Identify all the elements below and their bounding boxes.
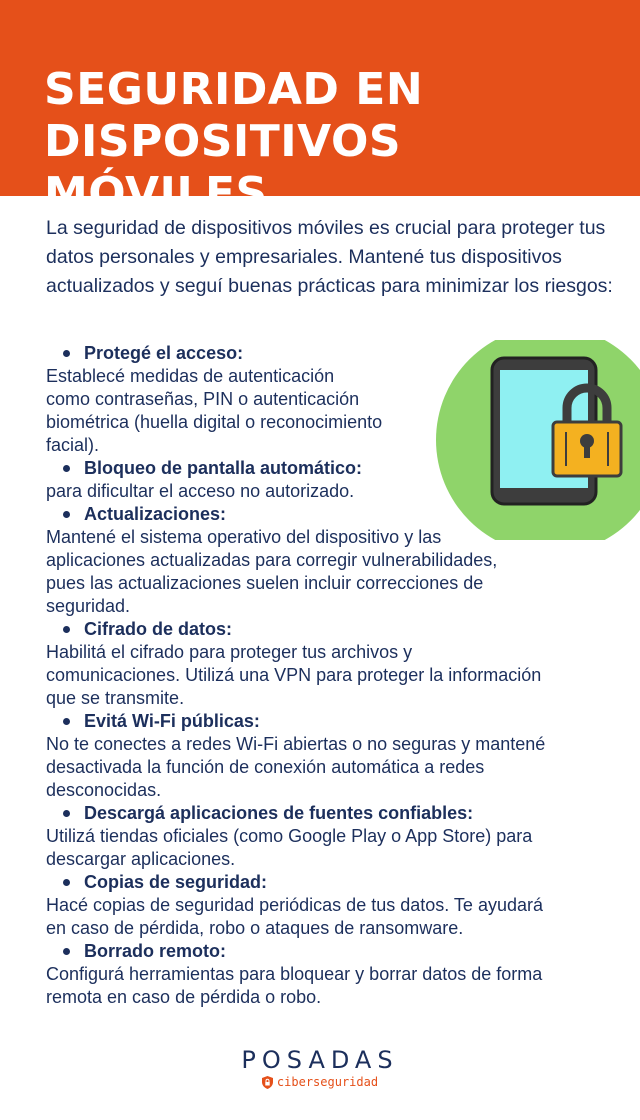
tip-title: Evitá Wi-Fi públicas: [46, 710, 616, 733]
tip-title: Actualizaciones: [46, 503, 616, 526]
tip-body-line: remota en caso de pérdida o robo. [46, 987, 322, 1007]
tip-body-line: Mantené el sistema operativo del dispositivo y las [46, 527, 442, 547]
tip-body-line: comunicaciones. Utilizá una VPN para proteger la información [46, 665, 542, 685]
tip-body [46, 825, 616, 871]
shield-lock-icon [262, 1076, 273, 1089]
tip-body-line: Configurá herramientas para bloquear y borrar datos de forma [46, 964, 543, 984]
brand-name: POSADAS [241, 1046, 399, 1074]
tip-body-line: Establecé medidas de autenticación [46, 366, 335, 386]
tip-body [46, 480, 616, 503]
brand-logo [0, 1046, 640, 1094]
tip-body-line: que se transmite. [46, 688, 185, 708]
tip-body [46, 526, 616, 618]
tip-body-line: aplicaciones actualizadas para corregir vulnerabilidades, [46, 550, 498, 570]
tip-title: Cifrado de datos: [46, 618, 616, 641]
tip-body-line: para dificultar el acceso no autorizado. [46, 481, 355, 501]
tip-title: Borrado remoto: [46, 940, 616, 963]
tip-body-line: desconocidas. [46, 780, 162, 800]
tip-body [46, 894, 616, 940]
tip-body-line: pues las actualizaciones suelen incluir correcciones de [46, 573, 484, 593]
tip-body-line: desactivada la función de conexión automática a redes [46, 757, 485, 777]
brand-subtitle [262, 1074, 378, 1090]
tip-title: Protegé el acceso: [46, 342, 616, 365]
intro-paragraph: La seguridad de dispositivos móviles es crucial para proteger tus datos personales y empresariales. Mantené tus dispositivos actualizados y seguí buenas prácticas para minimizar los riesgos: [46, 217, 613, 297]
tip-body [46, 641, 616, 710]
tip-body-line: en caso de pérdida, robo o ataques de ransomware. [46, 918, 464, 938]
tip-body-line: facial). [46, 435, 100, 455]
tip-title: Descargá aplicaciones de fuentes confiables: [46, 802, 616, 825]
tips-list [46, 342, 616, 1009]
tip-body-line: seguridad. [46, 596, 131, 616]
tip-title: Bloqueo de pantalla automático: [46, 457, 616, 480]
tip-body [46, 365, 616, 457]
page-title: SEGURIDAD EN DISPOSITIVOS MÓVILES [44, 64, 424, 219]
header-banner [0, 0, 640, 219]
brand-sub-text: ciberseguridad [276, 1075, 379, 1089]
tip-body-line: Hacé copias de seguridad periódicas de tus datos. Te ayudará [46, 895, 543, 915]
tip-body-line: descargar aplicaciones. [46, 849, 236, 869]
tip-body [46, 963, 616, 1009]
tip-title: Copias de seguridad: [46, 871, 616, 894]
tip-body [46, 733, 616, 802]
tip-body-line: como contraseñas, PIN o autenticación [46, 389, 360, 409]
tip-body-line: biométrica (huella digital o reconocimiento [46, 412, 383, 432]
tip-body-line: Habilitá el cifrado para proteger tus archivos y [46, 642, 413, 662]
tip-body-line: No te conectes a redes Wi-Fi abiertas o no seguras y mantené [46, 734, 546, 754]
tip-body-line: Utilizá tiendas oficiales (como Google Play o App Store) para [46, 826, 533, 846]
